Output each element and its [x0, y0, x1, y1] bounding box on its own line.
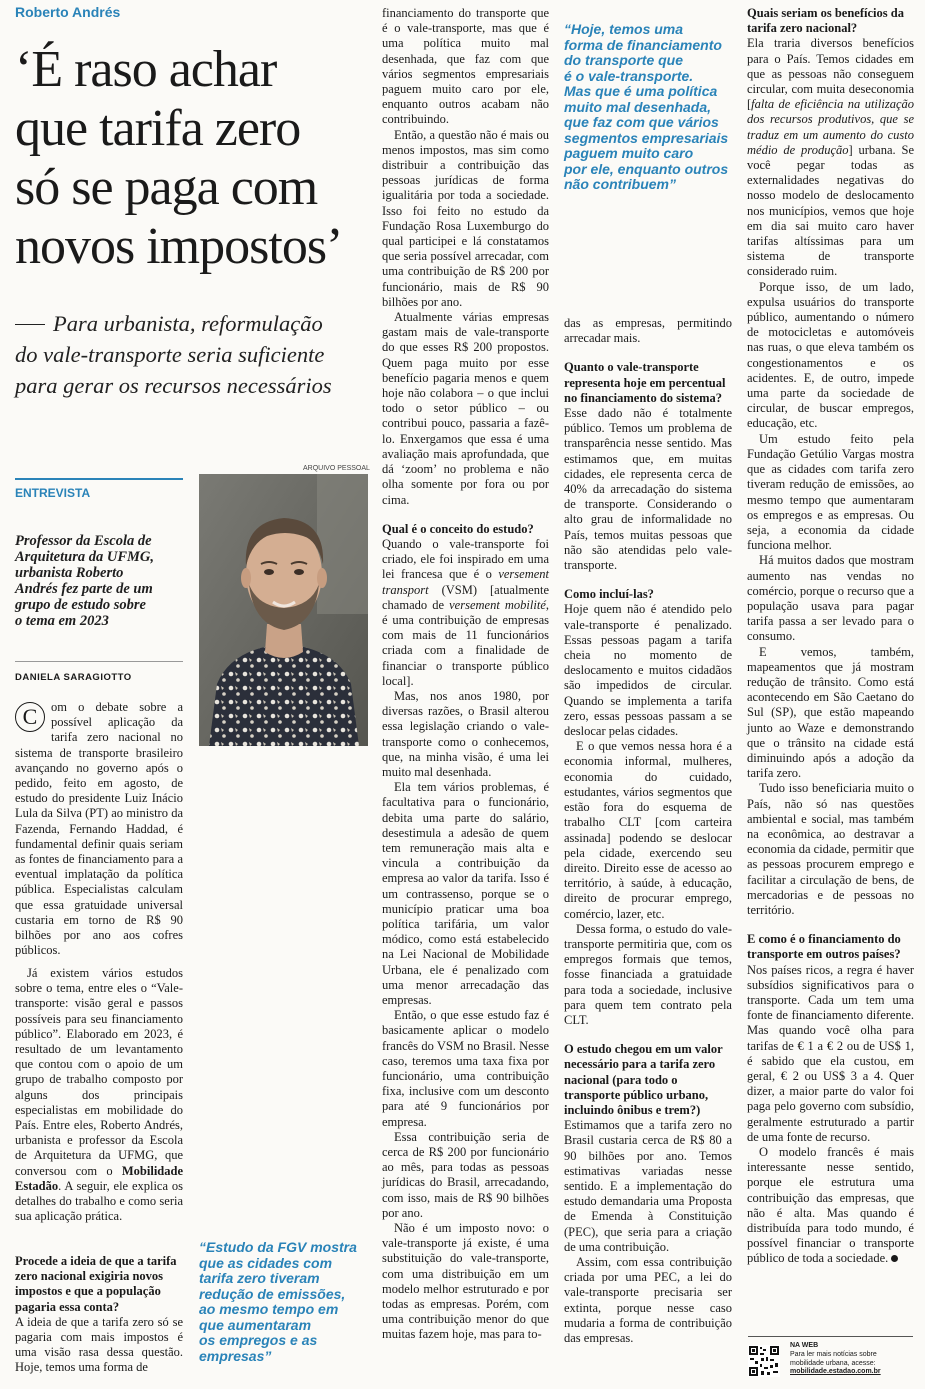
column-2 — [382, 6, 549, 1384]
pull-quote-line: paguem muito caro — [564, 145, 694, 161]
pull-quote-line: “Estudo da FGV mostra — [199, 1239, 357, 1255]
author-rule — [15, 661, 183, 662]
pull-quote-line: por ele, enquanto outros — [564, 160, 729, 177]
pull-quote-line: que aumentaram — [199, 1316, 312, 1333]
pull-quote-line: que faz com que vários — [564, 114, 719, 130]
intro-line: Professor da Escola de — [15, 533, 152, 549]
section-label: ENTREVISTA — [15, 486, 91, 500]
paragraph: Esse dado não é totalmente público. Temos um problema de transparência nesse sentido. Mas estimamos que, em muitas cidades, ele representa cerca de 40% da arrecadação do sistema de transporte. Considerando o alto grau de informalidade no País, temos muitas pessoas que não são atendidas pelo vale-transporte. — [564, 406, 732, 573]
interview-question: Quanto o vale-transporte representa hoje em percentual no financiamento do sistema? — [564, 360, 726, 405]
paragraph: Há muitos dados que mostram aumento nas vendas no comércio, porque o recurso que a população usava para pagar tarifa passa a ser levado para o consumo. — [747, 553, 914, 644]
publication-name: Mobilidade Estadão — [15, 1163, 183, 1193]
web-box-label: NA WEB — [790, 1342, 819, 1349]
column-1-body — [15, 966, 183, 1256]
pull-quote-line: forma de financiamento — [564, 36, 722, 53]
subhead-line: Para urbanista, reformulação — [53, 311, 323, 336]
paragraph: Porque isso, de um lado, expulsa usuários do transporte público, aumentando o número de motocicletas e automóveis nas ruas, o que eleva também os congestionamentos e os acidentes. E, de outro, impede uma parte da sociedade de circular, de buscar empregos, educação, etc. — [747, 279, 914, 431]
paragraph: O modelo francês é mais interessante nesse sentido, porque ele estrutura uma contribuição das empresas, que não é alta. Mas quando é distribuída para todo mundo, é possível financiar o transporte público de toda a sociedade. — [747, 1145, 914, 1266]
end-mark-icon — [891, 1255, 898, 1262]
paragraph: om o debate sobre a possível aplicação da tarifa zero nacional no sistema de transporte brasileiro avançando no governo após o pedido, feito em agosto, de estudo do presidente Luiz Inácio Lula da Silva (PT) ao ministro da Fazenda, Fernando Haddad, é fundamental definir quais seriam as fontes de financiamento para a eventual implatação da política pública. Especialistas calculam que essa gratuidade universal custaria em torno de R$ 90 bilhões por ano aos cofres públicos. — [15, 700, 183, 958]
pull-quote-line: os empregos e as — [199, 1332, 318, 1348]
web-box-rule — [748, 1336, 913, 1337]
paragraph: Mas, nos anos 1980, por diversas razões, o Brasil alterou essa legislação criando o vale-transporte como o conhecemos, que, na minha visão, é uma lei muito mal desenhada. — [382, 688, 549, 779]
byline-top: Roberto Andrés — [15, 4, 121, 20]
pull-quote-line: ao mesmo tempo em — [199, 1301, 339, 1317]
web-link[interactable]: mobilidade.estadao.com.br — [790, 1368, 881, 1375]
subheadline — [15, 308, 370, 401]
interview-question: E como é o financiamento do transporte em outros países? — [747, 932, 901, 962]
paragraph: das as empresas, permitindo arrecadar mais. — [564, 316, 732, 346]
paragraph: Ela tem vários problemas, é facultativa para o funcionário, debita uma parte do salário, desestimula a adesão de quem tem remuneração mais alta e vincula a contribuição da empresa ao valor da tarifa. Isso é um contrassenso, porque se o município praticar uma boa política tarifária, um valor módico, como está estabelecido na Lei Nacional de Mobilidade Urbana, ele é penalizado com uma menor arrecadação das empresas. — [382, 780, 549, 1007]
paragraph: A ideia de que a tarifa zero só se pagaria com mais impostos é uma visão rasa dessa questão. Hoje, temos uma forma de — [15, 1314, 183, 1375]
column-1-lead — [15, 700, 183, 958]
paragraph: Ela traria diversos benefícios para o País. Temos cidades em que as pessoas não conseguem circular, com muita deseconomia [ — [747, 36, 914, 112]
paragraph: Não é um imposto novo: o vale-transporte já existe, é uma substituição do vale-transporte, com uma distribuição em um modelo melhor estruturado e por todas as empresas. Porém, com uma contribuição menor do que muitas fazem hoje, mas para to- — [382, 1221, 549, 1342]
interview-question: Como incluí-las? — [564, 587, 654, 602]
paragraph: Então, a questão não é mais ou menos impostos, mas sim como distribuir a contribuição das pessoas jurídicas de forma igualitária por toda a sociedade. Isso foi feito no estudo da Fundação Rosa Luxemburgo do qual participei e lá constatamos que seria possível arrecadar, com uma contribuição de R$ 200 por funcionário, mais de R$ 90 bilhões por ano. — [382, 127, 549, 309]
headline-line: só se paga com — [15, 159, 318, 216]
pull-quote-line: muito mal desenhada, — [564, 98, 712, 115]
pull-quote-line: tarifa zero tiveram — [199, 1270, 320, 1286]
headline — [15, 40, 375, 276]
qr-code-icon[interactable] — [748, 1345, 780, 1377]
paragraph: Essa contribuição seria de cerca de R$ 200 por funcionário ao mês, para todas as pessoas jurídicas do Brasil, arrecadando, com isso, mais de R$ 90 bilhões por ano. — [382, 1129, 549, 1220]
paragraph-end: . A seguir, ele explica os detalhes do trabalho e como seria sua aplicação prática. — [15, 1178, 183, 1224]
paragraph: financiamento do transporte que é o vale-transporte, mas que é uma política muito mal desenhada, que faz com que vários segmentos empresariais paguem muito caro por ele, enquanto outros acabam não contribuindo. — [382, 6, 549, 127]
paragraph: E o que vemos nessa hora é a economia informal, mulheres, economia do cuidado, estudantes, vários segmentos que estão fora do esquema de trabalho CLT [com carteira assinada] podendo se deslocar pela cidade, exercendo seu direito. Direito esse de acesso ao território, à saúde, à educação, direito de procurar emprego, comércio, lazer, etc. — [564, 739, 732, 921]
paragraph: Já existem vários estudos sobre o tema, entre eles o “Vale-transporte: visão geral e passos possíveis para seu financiamento público”. Elaborado em 2023, é resultado de um levantamento que contou com o apoio de um grupo de trabalho composto por alguns dos principais especialistas em mobilidade do País. Entre eles, Roberto Andrés, urbanista e professor da Escola de Arquitetura da UFMG, que conversou com o — [15, 966, 183, 1178]
photo-credit: ARQUIVO PESSOAL — [303, 465, 370, 472]
paragraph: Dessa forma, o estudo do vale-transporte permitiria que, com os empregos formais que temos, fosse financiada a gratuidade para toda a sociedade, inclusive para quem tem contrato pela CLT. — [564, 921, 732, 1027]
paragraph: Estimamos que a tarifa zero no Brasil custaria cerca de R$ 80 a 90 bilhões por ano. Temos estimativas variadas nesse sentido. E a implementação do estudo demandaria uma Proposta de Emenda à Constituição (PEC), que seria para a criação de uma contribuição. — [564, 1118, 732, 1254]
column-1-question — [15, 1254, 183, 1386]
portrait-illustration — [199, 474, 368, 746]
pull-quote-line: que as cidades com — [199, 1254, 333, 1271]
paragraph: Nos países ricos, a regra é haver subsídios significativos para o transporte. Cada um tem uma fonte de financiamento diferente. Mas quando você olha para tarifas de € 1 a € 2 ou de US$ 1, é sabido que ela custou, em geral, € 2 ou US$ 3 a 4. Quer dizer, a maior parte do valor foi paga pelo governo com subsídio, geralmente estruturado a partir de uma fonte de recurso. — [747, 962, 914, 1144]
pull-quote-line: do transporte que — [564, 52, 684, 68]
pull-quote-fgv — [199, 1240, 374, 1364]
paragraph-end: ] urbana. Se você pegar todas as externalidades negativas do nosso modelo de deslocamento nos municípios, vemos que hoje em dia sai muito caro haver tarifas altíssimas para um sistema de transporte considerado ruim. — [747, 142, 914, 279]
paragraph: Hoje quem não é atendido pelo vale-transporte é penalizado. Essas pessoas pagam a tarifa cheia no momento de deslocamento e muitos cidadãos são impedidos de circular. Quando se implementa a tarifa zero, essas pessoas passam a se deslocar pelas cidades. — [564, 602, 732, 739]
interview-question: Quais seriam os benefícios da tarifa zero nacional? — [747, 6, 904, 36]
interview-question: Qual é o conceito do estudo? — [382, 521, 534, 536]
pull-quote-line: é o vale-transporte. — [564, 67, 694, 84]
pull-quote-line: Mas que é uma política — [564, 83, 718, 99]
column-4 — [747, 6, 914, 1332]
pull-quote-line: não contribuem” — [564, 176, 677, 192]
paragraph-mid: (VSM) [atualmente chamado de — [382, 582, 549, 612]
portrait-photo — [199, 474, 368, 746]
paragraph: Então, o que esse estudo faz é basicamente aplicar o modelo francês do VSM no Brasil. Nesse caso, teremos uma taxa fixa por funcionário, uma contribuição fixa, inclusive com um desconto para até 9 funcionários por empresa. — [382, 1008, 549, 1129]
pull-quote-financing — [564, 22, 736, 193]
pull-quote-line: segmentos empresariais — [564, 129, 729, 146]
web-box-text — [790, 1351, 910, 1377]
subhead-dash — [15, 324, 45, 326]
headline-line: que tarifa zero — [15, 100, 301, 157]
intro-line: o tema em 2023 — [15, 613, 109, 629]
pull-quote-line: redução de emissões, — [199, 1285, 346, 1302]
author-name: DANIELA SARAGIOTTO — [15, 672, 132, 683]
paragraph: Um estudo feito pela Fundação Getúlio Vargas mostra que as cidades com tarifa zero tiveram redução de emissões, ao mesmo tempo que aumentaram os empregos e as empresas. Ou seja, a economia da cidade funciona melhor. — [747, 431, 914, 553]
paragraph: Tudo isso beneficiaria muito o País, não só nas questões ambiental e social, mas também na econômica, ao destravar a economia da cidade, permitir que as pessoas procurem emprego e facilitar a circulação de bens, de mercadorias e de pessoas no território. — [747, 781, 914, 917]
paragraph-end: , é uma contribuição de empresas com mais de 11 funcionários criada com a finalidade de financiar o transporte público local]. — [382, 597, 549, 688]
interview-question: O estudo chegou em um valor necessário para a tarifa zero nacional (para todo o transporte público urbano, incluindo ônibus e trem?) — [564, 1042, 723, 1117]
pull-quote-line: “Hoje, temos uma — [564, 21, 684, 37]
drop-cap: C — [15, 702, 45, 732]
paragraph: Atualmente várias empresas gastam mais de vale-transporte do que esses R$ 200 propostos. Quem paga muito por esse benefício pagaria menos e quem hoje não colabora – o que inclui todo o setor público – ou contribui pouco, passaria a fazê-lo. Enxergamos que essa é uma avaliação mais aprofundada, que dá ‘zoom’ no problema e não olha somente por fora ou por cima. — [382, 310, 549, 507]
headline-line: ‘É raso achar — [15, 41, 277, 98]
subhead-line: do vale-transporte seria suficiente — [15, 342, 325, 367]
intro-line: urbanista Roberto — [15, 565, 124, 581]
interview-question: Procede a ideia de que a tarifa zero nacional exigiria novos impostos e que a população pagaria essa conta? — [15, 1254, 177, 1314]
web-box-description: Para ler mais notícias sobre mobilidade urbana, acesse: — [790, 1351, 877, 1367]
column-3 — [564, 316, 732, 1384]
italic-term: versement transport — [382, 567, 549, 597]
pull-quote-line: empresas” — [199, 1347, 272, 1364]
italic-term: versement mobilité — [449, 597, 546, 612]
intro-blurb — [15, 533, 183, 629]
headline-line: novos impostos’ — [15, 218, 343, 275]
italic-definition: falta de eficiência na utilização dos recursos produtivos, que se traduz em um aumento do custo médio de produção — [747, 97, 914, 157]
subhead-line: para gerar os recursos necessários — [15, 373, 332, 398]
intro-line: grupo de estudo sobre — [15, 597, 146, 613]
paragraph: Quando o vale-transporte foi criado, ele foi inspirado em uma lei francesa que é o — [382, 536, 549, 582]
paragraph: E vemos, também, mapeamentos que já mostram redução de trânsito. Como está acontecendo em São Caetano do Sul (SP), que estão mapeando junto ao Waze e demonstrando que o trânsito na cidade está diminuindo após a adoção da tarifa zero. — [747, 644, 914, 781]
paragraph: Assim, com essa contribuição criada por uma PEC, a lei do vale-transporte precisaria ser extinta, porque nesse caso mudaria a forma de contribuição das empresas. — [564, 1254, 732, 1345]
section-rule — [15, 478, 183, 480]
intro-line: Andrés fez parte de um — [15, 581, 153, 597]
intro-line: Arquitetura da UFMG, — [15, 549, 154, 565]
